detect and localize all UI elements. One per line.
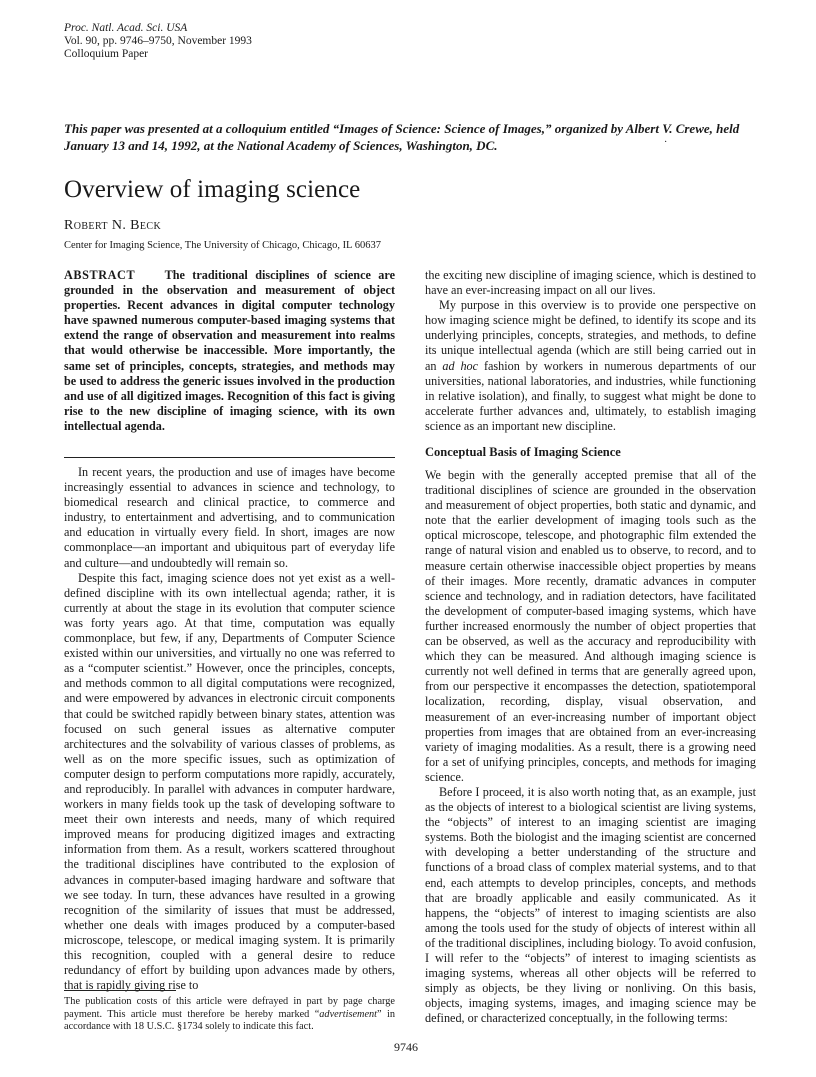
- left-column-body: [64, 465, 395, 993]
- stray-mark: ·: [664, 137, 668, 148]
- journal-header: [64, 22, 252, 61]
- journal-volume: Vol. 90, pp. 9746–9750, November 1993: [64, 35, 252, 47]
- author-name: Robert N. Beck: [64, 218, 162, 233]
- colloquium-note: This paper was presented at a colloquium entitled “Images of Science: Science of Images,” organized by Albert V. Crewe, held January 13 and 14, 1992, at the National Academy of Sciences, Washington, DC.: [64, 121, 740, 153]
- paragraph: the exciting new discipline of imaging science, which is destined to have an ever-increasing impact on all our lives.: [425, 268, 756, 298]
- affiliation: Center for Imaging Science, The University of Chicago, Chicago, IL 60637: [64, 240, 381, 251]
- paper-title: Overview of imaging science: [64, 176, 361, 203]
- page-number: 9746: [394, 1040, 418, 1054]
- footnote: The publication costs of this article were defrayed in part by page charge payment. This article must therefore be hereby marked “advertisement” in accordance with 18 U.S.C. §1734 solely to indicate this fact.: [64, 996, 396, 1032]
- paragraph: We begin with the generally accepted premise that all of the traditional disciplines of science are grounded in the observation and measurement of object properties, both static and dynamic, and note that the earlier development of imaging tools such as the optical microscope, telescope, and photographic film extended the range of natural vision and enabled us to observe, to record, and to measure certain otherwise inaccessible object properties by means of their images. More recently, dramatic advances in computer science and technology, and in radiation detectors, have facilitated the development of computer-based imaging systems, which have further increased enormously the number of object properties that can be observed, as well as the accuracy and reproducibility with which they can be measured. And although imaging science is currently not well defined in terms that are generally agreed upon, from our perspective it encompasses the detection, spatiotemporal localization, recording, display, visual observation, and measurement of an ever-increasing number of important object properties from images that are obtained from an ever-increasing variety of imaging modalities. As a result, there is a growing need for a set of unifying principles, concepts, and methods for imaging science.: [425, 468, 756, 784]
- section-heading: Conceptual Basis of Imaging Science: [425, 445, 621, 459]
- footnote-divider: [64, 990, 176, 991]
- abstract-text: The traditional disciplines of science are grounded in the observation and measurement of object properties. Recent advances in digital computer technology have spawned numerous computer-based imaging systems that extend the range of observation and measurement into realms that would otherwise be inaccessible. More importantly, the same set of principles, concepts, strategies, and methods may be used to address the generic issues involved in the production and use of all digitized images. Recognition of this fact is giving rise to the new discipline of imaging science, with its own intellectual agenda.: [64, 268, 396, 433]
- journal-name: Proc. Natl. Acad. Sci. USA: [64, 22, 188, 34]
- paragraph: My purpose in this overview is to provide one perspective on how imaging science might be defined, to identify its scope and its underlying principles, concepts, strategies, and methods, to define its unique intellectual agenda (which are still being carried out in an ad hoc fashion by workers in numerous departments of our universities, national laboratories, and industries, while functioning in relative isolation), and finally, to suggest what might be done to accelerate further advances and, ultimately, to establish imaging science as an important new discipline.: [425, 298, 756, 433]
- paragraph: Despite this fact, imaging science does not yet exist as a well-defined discipline with its own intellectual agenda; rather, it is currently at about the stage in its evolution that computer science was forty years ago. At that time, computation was equally commonplace, but few, if any, Departments of Computer Science existed within our universities, and virtually no one was referred to as a “computer scientist.” However, once the principles, concepts, and methods common to all digital computations were recognized, and were empowered by advances in electronic circuit components that could be switched rapidly between binary states, attention was focused on such general issues as alternative computer architectures and the solvability of various classes of problems, as well as on the more specific issues, such as optimization of computer design to perform computations more rapidly, accurately, and reproducibly. In parallel with advances in computer hardware, workers in many fields took up the task of developing software to meet their own interests and needs, many of which required improved means for producing digitized images and extracting information from them. As a result, workers scattered throughout the traditional disciplines have contributed to the explosion of advances in computer-based imaging hardware and software that we see today. In turn, these advances have resulted in a growing recognition of the similarity of issues that must be addressed, whether one deals with images produced by a computer-based microscope, telescope, or medical imaging system. It is primarily this recognition, coupled with a general desire to reduce redundancy of effort by building upon advances made by others, that is rapidly giving rise to: [64, 570, 395, 993]
- abstract-label: ABSTRACT: [64, 268, 136, 282]
- paragraph: In recent years, the production and use of images have become increasingly essential to advances in science and technology, to biomedical research and clinical practice, to commerce and industry, to entertainment and advertising, and to communication and education in virtually every field. In short, images are now commonplace—an important and ubiquitous part of everyday life and culture—and undoubtedly will remain so.: [64, 465, 395, 570]
- right-column-intro: [425, 268, 756, 434]
- paper-type: Colloquium Paper: [64, 48, 149, 60]
- right-column-body: [425, 468, 756, 1026]
- abstract: [64, 268, 395, 434]
- paragraph: Before I proceed, it is also worth noting that, as an example, just as the objects of interest to a biological scientist are living systems, the “objects” of interest to an imaging scientist are imaging systems. Both the biologist and the imaging scientist are concerned with developing a better understanding of the structure and functions of a broad class of complex material systems, and to that end, each attempts to develop principles, concepts, and methods that are broadly applicable and easily communicated. As it happens, the “objects” of interest to imaging scientists are also among the tools used for the study of objects of interest within all of the traditional disciplines, including biology. To avoid confusion, I will refer to the “objects” of interest to imaging scientists as imaging systems, whereas all other objects will be referred to simply as objects, be they living or nonliving. On this basis, objects, imaging systems, images, and imaging science may be defined, or characterized conceptually, in the following terms:: [425, 784, 756, 1026]
- abstract-divider: [64, 457, 395, 458]
